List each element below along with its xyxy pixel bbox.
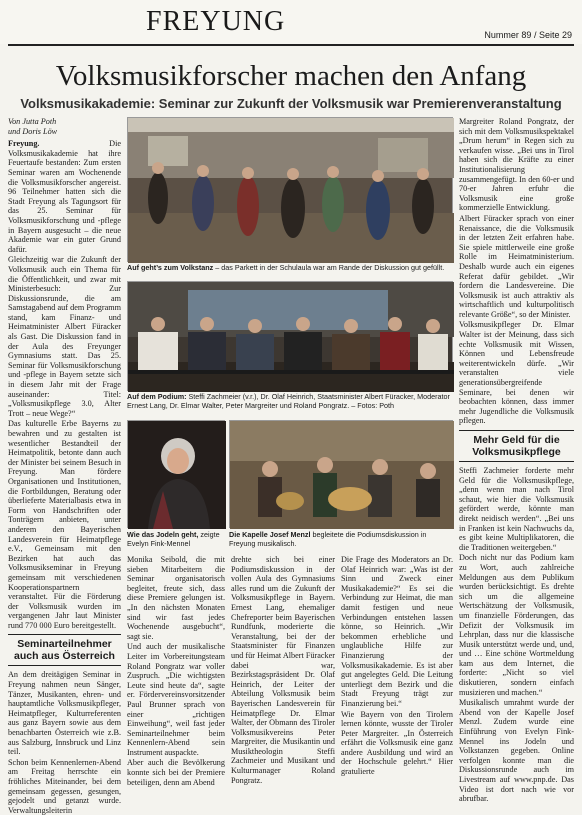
- photo-caption-yodel: Wie das Jodeln geht, zeigte Evelyn Fink-Mennel: [127, 530, 220, 548]
- paragraph: Aber auch die Bevölkerung konnte sich bei der Premiere beteiligen, denn am Abend: [127, 758, 225, 787]
- paragraph: An dem dreitägigen Seminar in Freyung nahmen neun Sänger, Tänzer, Musikanten, ehren- und hauptamtliche Volksmusikpfleger, Heimatpfleger, Kulturreferenten aus ganz Bayern sowie aus dem benachbarten Österreich wie z.B. aus Salzburg, Innsbruck und Linz teil.: [8, 670, 121, 757]
- paragraph: Margreiter Roland Pongratz, der sich mit dem Volksmusikspektakel „Drum herum“ in Regen sich zu verkaufen wisse. „Bei uns in Tirol haben sich die Kräfte zu einer Institutionalisierung zusammengefügt. In den 60-er und 70-er Jahren erfuhr die Volksmusik eine große kommerzielle Entwicklung.: [459, 117, 574, 213]
- paragraph: Die Frage des Moderators an Dr. Olaf Heinrich war: „Was ist der Sinn und Zweck einer Musikakademie?“ Es sei die Verbindung zur Heimat, die man damit festigen und neue Verbindungen entstehen lassen könne, so Heinrich. „Wir bekommen erhebliche und unglaubliche Hilfe zur Finanzierung der Volksmusikakademie. Es ist aber gut angelegtes Geld. Die Leitung unterliegt dem Bezirk und die Stadt Freyung trägt zur Finanzierung bei.“: [341, 555, 453, 708]
- photo-podium: [127, 281, 453, 391]
- paragraph: Freyung. Die Volksmusikakademie hat ihre Feuertaufe bestanden: Zum ersten Seminar waren am Wochenende die Volksmusikforscher angereist. 96 Teilnehmer hatten sich die Stadt Freyung als Tagungsort für das 25. Seminar für Volksmusikforschung und -pflege in Bayern ausgesucht – die neue Akademie war ein guter Grund dafür.: [8, 139, 121, 254]
- photo-yodel: [127, 420, 225, 528]
- intertitle-funding: Mehr Geld für die Volksmusikpflege: [459, 430, 574, 462]
- paragraph: Schon beim Kennenlernen-Abend am Freitag herrschte ein fröhliches Miteinander, bei dem gemeinsam gegessen, gesungen, gejodelt und getanzt wurde. Verwaltungsleiterin: [8, 757, 121, 815]
- photo-caption-dance: Auf geht’s zum Volkstanz – das Parkett in der Schulaula war am Rande der Diskussion gut gefüllt.: [127, 263, 445, 272]
- yodel-scene-image: [128, 421, 226, 529]
- paragraph: Albert Füracker sprach von einer Renaissance, die die Volksmusik in der letzten Zeit erfahren habe. Sie spiele mittlerweile eine große Rolle im Heimatministerium. Deshalb wurde auch ein eigenes Referat dafür gebildet. „Wir fordern die Landesvereine. Die Volksmusik ist auch attraktiv als wirtschaftlich und kulturpolitisch relevante Größe“, so der Minister.: [459, 213, 574, 319]
- paragraph: Steffi Zachmeier forderte mehr Geld für die Volksmusikpflege, „denn wenn man nach Tirol schaut, wie hier die Volksmusik gefördert werde, könnte man direkt neidisch werden“. „Bei uns in Franken ist kein Nachwuchs da, es gibt keine Multiplikatoren, die die Traditionen weitergeben.“: [459, 466, 574, 552]
- paragraph: Das kulturelle Erbe Bayerns zu bewahren und zu gestalten ist wesentlicher Bestandteil der Heimatpolitik, betonte dann auch der Minister bei seinem Besuch in Freyung. Man fördere Organisationen und Institutionen, die Fortbildungen, Beratung oder überlieferte Materialbasis etwa in Form von Handschriften oder Tonträgern anbieten, unter anderem den Bayerischen Landesverein für Heimatpflege e.V., Gemeinsam mit den Bezirken hat auch das Volksmusikseminar in Freyung gemeinsam mit verschiedenen Kooperationspartnern veranstaltet. Für die Förderung der Volksmusik wurden im vergangenen Jahr laut Minister rund 770 000 Euro bereitgestellt.: [8, 419, 121, 630]
- page-number: Seite 29: [538, 30, 572, 40]
- paragraph: Doch nicht nur das Podium kam zu Wort, auch zahlreiche Meldungen aus dem Publikum wurden berücksichtigt. Es drehte sich um die allgemeine Wertschätzung der Volksmusik, um finanzielle Förderungen, das Defizit der Volksmusik im Lehrplan, dass nur die klassische Musik unterstützt werde und, und, und … Eine schöne Wortmeldung kam aus dem Internet, die forderte: „Nicht so viel diskutieren, sondern einfach musizieren und machen.“: [459, 553, 574, 697]
- photo-caption-podium: Auf dem Podium: Steffi Zachmeier (v.r.), Dr. Olaf Heinrich, Staatsminister Albert Füracker, Moderator Ernest Lang, Dr. Elmar Walter, Peter Margreiter und Roland Pongratz. – Fotos: Poth: [127, 392, 450, 410]
- paragraph: drehte sich bei einer Podiumsdiskussion in der vollen Aula des Gymnasiums alles rund um die Zukunft der Volksmusikpflege in Bayern. Ernest Lang, ehemaliger Chefreporter beim Bayerischen Rundfunk, moderierte die Veranstaltung, bei der der Staatsminister für Finanzen und für Heimat Albert Füracker dabei war, Bezirkstagspräsident Dr. Olaf Heinrich, der Leiter der Abteilung Volksmusik beim Bayerischen Landesverein für Heimatpflege Dr. Elmar Walter, der Obmann des Tiroler Volksmusikvereins Peter Margreiter, die Musikantin und Musiktheologin Steffi Zachmeier und Musikant und Kulturmanager Roland Pongratz.: [231, 555, 335, 785]
- article-column-5: [459, 117, 574, 804]
- masthead-rule: [8, 44, 574, 46]
- section-title: FREYUNG: [146, 6, 286, 37]
- photo-dance: [127, 117, 453, 262]
- article-column-3: [231, 555, 335, 785]
- paragraph: Musikalisch umrahmt wurde der Abend von der Kapelle Josef Menzl. Zudem wurde eine Einführung von Evelyn Fink-Mennel ins Jodeln und Volkstanzen gegeben. Online verfolgen konnte man die Diskussionsrunde auch im Livestream auf www.pnp.de. Das Video ist dort nach wie vor abrufbar.: [459, 698, 574, 804]
- paragraph: Gleichzeitig war die Zukunft der Volksmusik auch ein Thema für die Öffentlichkeit, und zwar mit Ministerbesuch: Zur Diskussionsrunde, die am Samstagabend auf dem Programm stand, kam Finanz- und Heimatminister Albert Füracker als Gast. Die Diskussion fand in der Aula des Freyunger Gymnasiums statt. Das 25. Seminar für Volksmusikforschung und -pflege in Bayern setzte sich in diesem Jahr mit der Frage auseinander: Titel: „Volksmusikpflege 3.0, Alter Trott – neue Wege?“: [8, 255, 121, 418]
- photo-caption-band: Die Kapelle Josef Menzl begleitete die Podiumsdiskussion in Freyung musikalisch.: [229, 530, 427, 548]
- dateline: Freyung.: [8, 139, 40, 149]
- article-subheadline: Volksmusikakademie: Seminar zur Zukunft der Volksmusik war Premierenveranstaltung: [20, 96, 562, 111]
- paragraph: Monika Seibold, die mit sieben Mitarbeitern die Seminar organisatorisch begleitet, freute sich, dass diese Premiere gelungen ist. „In den nächsten Monaten sind wir fast jedes Wochenende ausgebucht“, sagt sie.: [127, 555, 225, 641]
- paragraph: Volksmusikpfleger Dr. Elmar Walter ist der Meinung, dass sich echte Volksmusik mit Wissen, Können und Lebensfreude weiterentwickeln dürfe. „Wir veranstalten viele generationsübergreifende Seminare, bei denen wir beobachten können, dass immer mehr Jugendliche die Volksmusik pflegen.: [459, 320, 574, 426]
- paragraph: Und auch der musikalische Leiter im Vorbereitungsteam Roland Pongratz war voller Zuspruch. „Die wichtigsten Leute sind heute da“, sagte er. Fördervereinsvorsitzender Paul Brunner sprach von einer „richtigen Einweihung“, weil fast jeder Seminarteilnehmer beim Kennenlern-Abend sein Instrument auspackte.: [127, 642, 225, 757]
- issue-number: Nummer 89: [484, 30, 532, 40]
- article-column-2: [127, 555, 225, 787]
- article-column-4: [341, 555, 453, 777]
- band-scene-image: [230, 421, 454, 529]
- article-headline: Volksmusikforscher machen den Anfang: [55, 60, 527, 92]
- byline-1: Von Jutta Poth: [8, 117, 57, 126]
- intertitle-austria: Seminarteilnehmer auch aus Österreich: [8, 634, 121, 666]
- paragraph: Wie Bayern von den Tirolern lernen könnte, wusste der Tiroler Peter Margreiter. „In Österreich erfährt die Volksmusik eine ganz andere Ausbildung und wird an der Hochschule gelehrt.“ Hier gratulierte: [341, 709, 453, 777]
- masthead: [0, 0, 582, 44]
- podium-scene-image: [128, 282, 454, 392]
- photo-band: [229, 420, 453, 528]
- issue-info: Nummer 89 / Seite 29: [484, 30, 572, 40]
- dance-scene-image: [128, 118, 454, 263]
- article-column-1: [8, 117, 121, 815]
- byline-2: und Doris Löw: [8, 126, 58, 136]
